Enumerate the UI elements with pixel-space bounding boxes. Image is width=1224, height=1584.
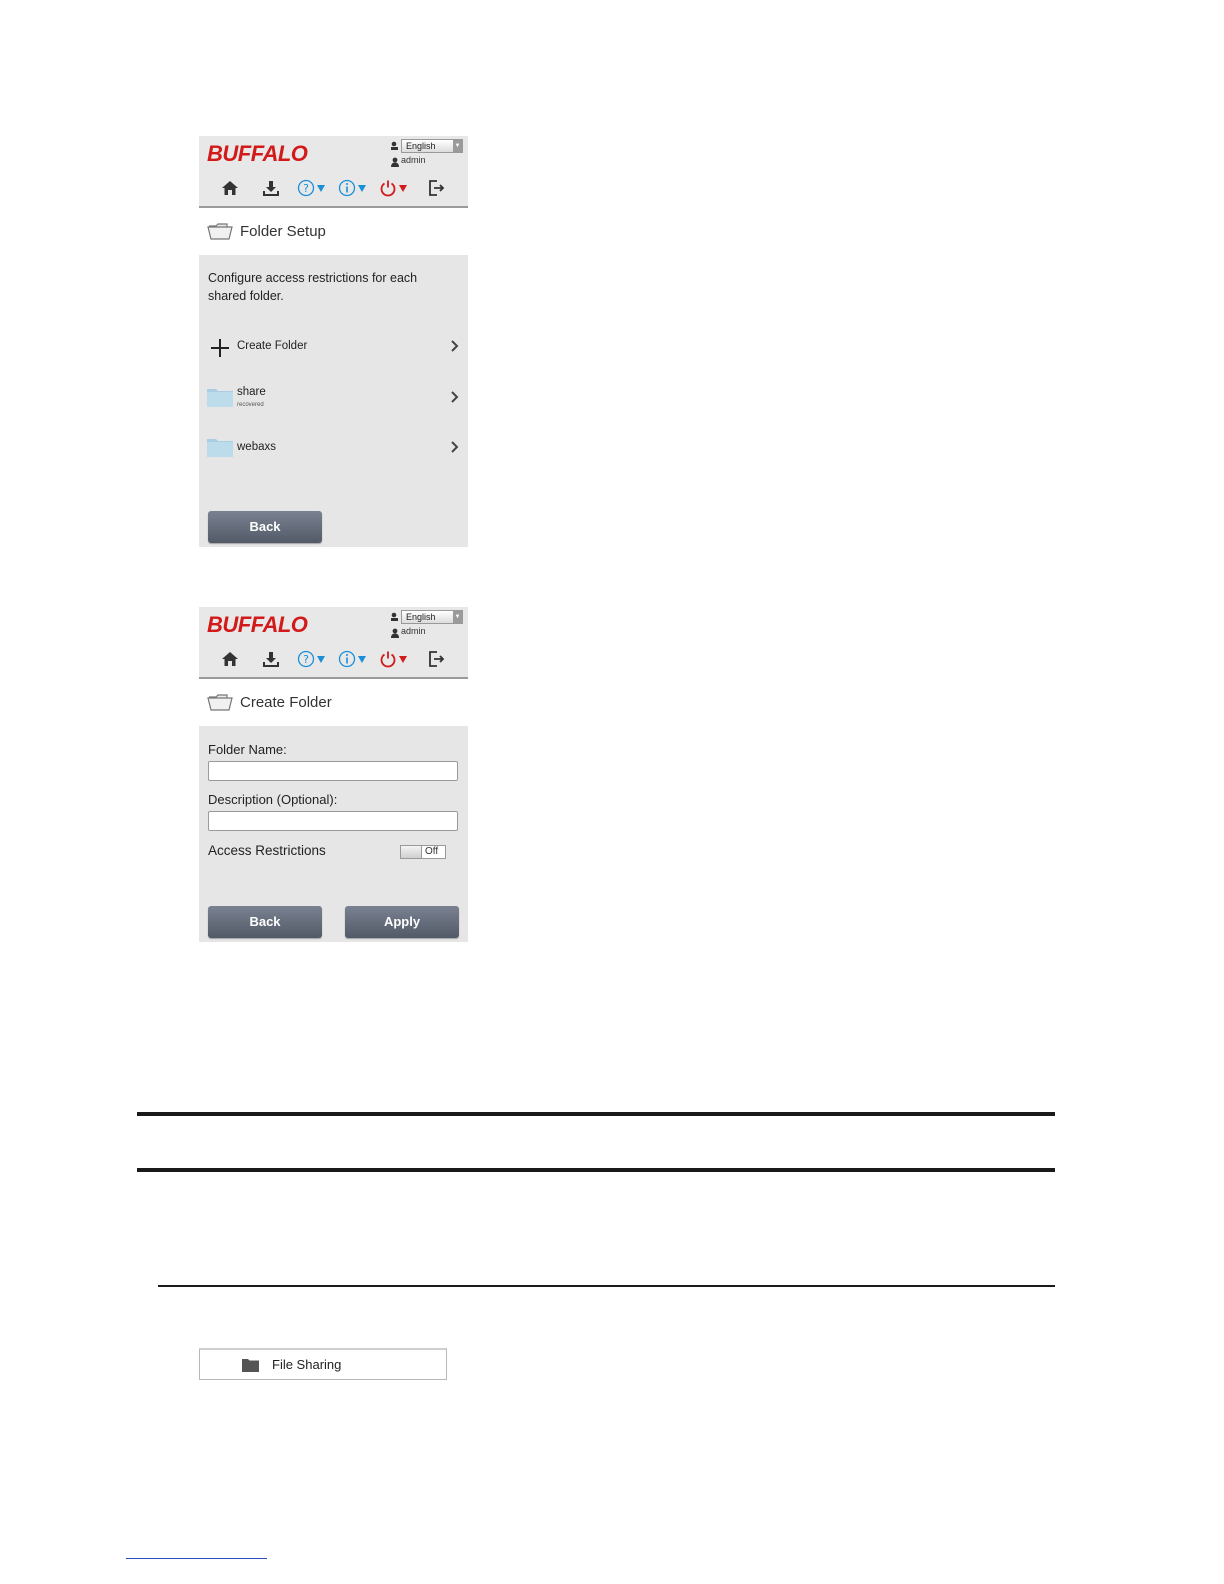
- section-rule-top: [137, 1112, 1055, 1116]
- chevron-down-icon: [317, 185, 325, 192]
- folder-open-icon: [207, 222, 233, 245]
- folder-name-label: Folder Name:: [208, 742, 287, 757]
- buffalo-logo: BUFFALO: [207, 612, 308, 637]
- access-restrictions-label: Access Restrictions: [208, 843, 326, 858]
- home-icon[interactable]: [221, 177, 239, 199]
- footer-link-underline[interactable]: [126, 1558, 267, 1559]
- file-sharing-menu-item[interactable]: [199, 1348, 447, 1380]
- user-icon: [390, 154, 400, 172]
- chevron-down-icon: [358, 656, 366, 663]
- svg-text:?: ?: [303, 182, 309, 195]
- file-sharing-label: File Sharing: [272, 1357, 342, 1372]
- chevron-down-icon: [317, 656, 325, 663]
- info-icon[interactable]: [338, 177, 366, 199]
- app-header: [199, 607, 468, 679]
- back-button[interactable]: Back: [208, 511, 322, 543]
- chevron-down-icon: [399, 656, 407, 663]
- power-icon[interactable]: [379, 648, 407, 670]
- folder-name: webaxs: [237, 441, 276, 453]
- info-icon[interactable]: [338, 648, 366, 670]
- chevron-down-icon: ▼: [453, 611, 462, 623]
- subsection-rule: [158, 1285, 1055, 1287]
- language-select-value: English: [406, 141, 436, 151]
- toolbar: [199, 645, 468, 677]
- folder-icon: [207, 387, 233, 407]
- list-item[interactable]: [199, 431, 468, 467]
- toolbar: [199, 174, 468, 206]
- create-folder-row[interactable]: [199, 330, 468, 366]
- help-icon[interactable]: [297, 177, 325, 199]
- download-icon[interactable]: [262, 648, 280, 670]
- username: admin: [401, 626, 426, 636]
- language-select[interactable]: [401, 610, 463, 624]
- create-folder-form: [199, 726, 468, 942]
- home-icon[interactable]: [221, 648, 239, 670]
- plus-icon: [210, 338, 230, 363]
- page-title-bar: [199, 208, 468, 255]
- folder-note: recovered: [237, 402, 264, 408]
- description-text: Configure access restrictions for each shared folder.: [208, 271, 418, 303]
- page-title: Create Folder: [240, 694, 332, 711]
- section-rule-bottom: [137, 1168, 1055, 1172]
- folder-name-field[interactable]: [208, 761, 458, 781]
- chevron-down-icon: [358, 185, 366, 192]
- app-header: [199, 136, 468, 208]
- power-icon[interactable]: [379, 177, 407, 199]
- chevron-down-icon: ▼: [453, 140, 462, 152]
- svg-text:?: ?: [303, 653, 309, 666]
- help-icon[interactable]: [297, 648, 325, 670]
- page-title: Folder Setup: [240, 223, 326, 240]
- chevron-right-icon: [450, 439, 460, 460]
- chevron-right-icon: [450, 389, 460, 410]
- page-title-bar: [199, 679, 468, 726]
- username: admin: [401, 155, 426, 165]
- folder-open-icon: [207, 693, 233, 716]
- folder-icon: [207, 437, 233, 457]
- download-icon[interactable]: [262, 177, 280, 199]
- folder-list-content: [199, 255, 468, 547]
- toggle-knob: [401, 846, 422, 858]
- create-folder-screen: [199, 607, 468, 942]
- back-button[interactable]: Back: [208, 906, 322, 938]
- folder-name: share: [237, 386, 266, 398]
- logout-icon[interactable]: [428, 177, 446, 199]
- description-label: Description (Optional):: [208, 792, 338, 807]
- folder-icon: [242, 1358, 259, 1377]
- list-item[interactable]: [199, 381, 468, 417]
- chevron-down-icon: [399, 185, 407, 192]
- description-field[interactable]: [208, 811, 458, 831]
- language-select[interactable]: [401, 139, 463, 153]
- apply-button[interactable]: Apply: [345, 906, 459, 938]
- create-folder-label: Create Folder: [237, 340, 308, 352]
- folder-setup-screen: [199, 136, 468, 547]
- chevron-right-icon: [450, 338, 460, 359]
- logout-icon[interactable]: [428, 648, 446, 670]
- language-select-value: English: [406, 612, 436, 622]
- buffalo-logo: BUFFALO: [207, 141, 308, 166]
- user-icon: [390, 625, 400, 643]
- toggle-state: Off: [425, 846, 439, 857]
- access-restrictions-toggle[interactable]: [400, 845, 446, 859]
